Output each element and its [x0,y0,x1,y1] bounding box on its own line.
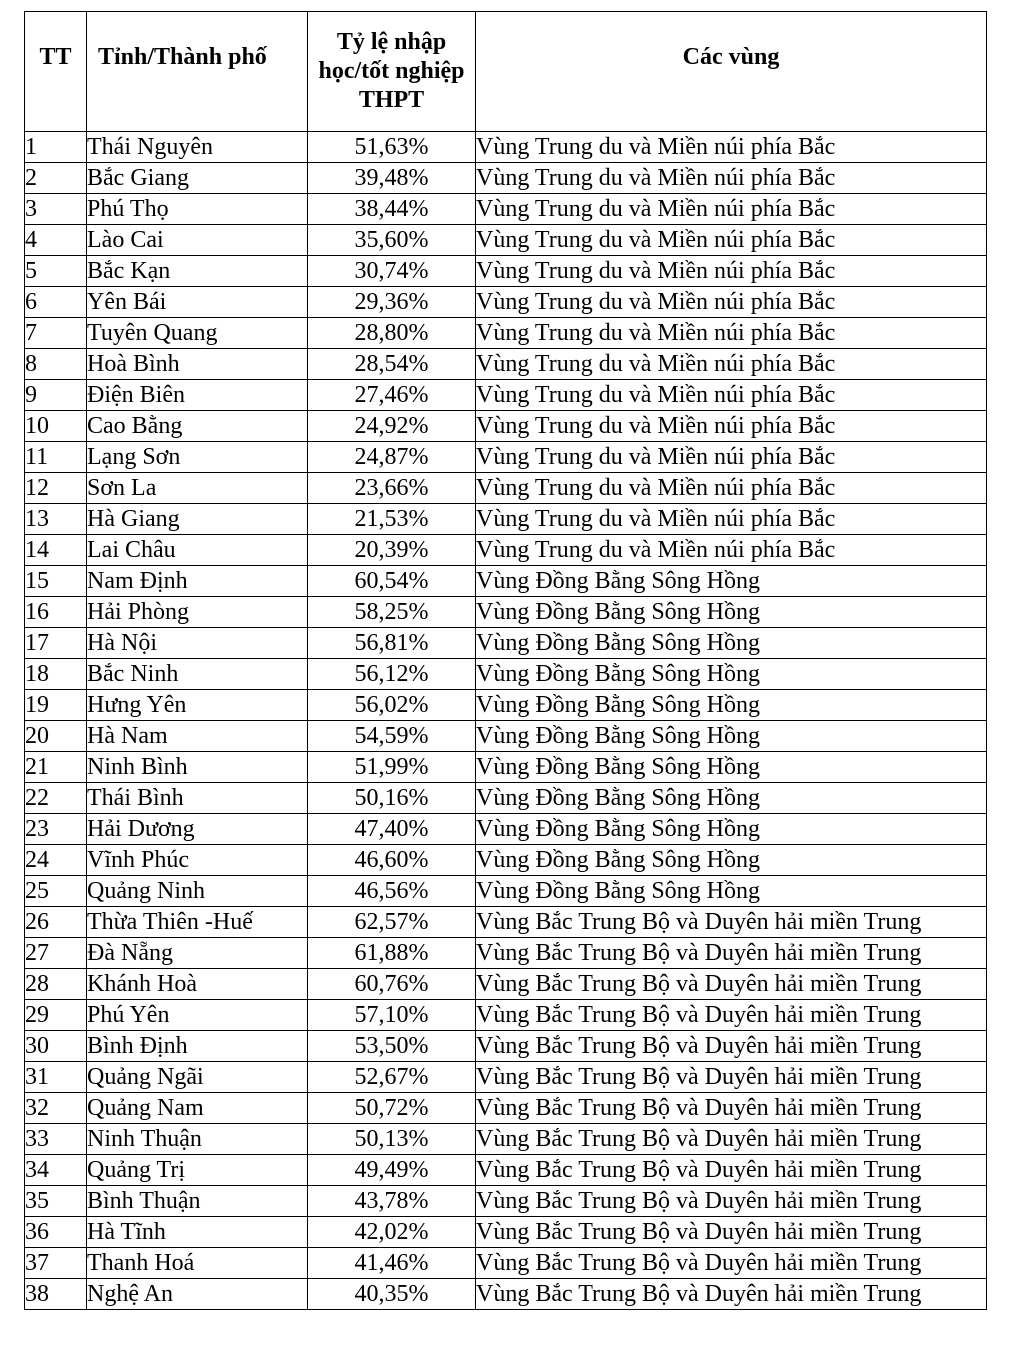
cell-region: Vùng Bắc Trung Bộ và Duyên hải miền Trung [476,1000,987,1031]
cell-province: Thừa Thiên -Huế [87,907,308,938]
cell-region: Vùng Trung du và Miền núi phía Bắc [476,225,987,256]
cell-tt: 38 [25,1279,87,1310]
cell-province: Lào Cai [87,225,308,256]
cell-region: Vùng Trung du và Miền núi phía Bắc [476,473,987,504]
cell-region: Vùng Trung du và Miền núi phía Bắc [476,287,987,318]
cell-region: Vùng Trung du và Miền núi phía Bắc [476,380,987,411]
cell-province: Sơn La [87,473,308,504]
cell-region: Vùng Trung du và Miền núi phía Bắc [476,194,987,225]
table-row [25,814,987,845]
cell-tt: 19 [25,690,87,721]
cell-rate: 53,50% [308,1031,476,1062]
cell-tt: 24 [25,845,87,876]
cell-region: Vùng Bắc Trung Bộ và Duyên hải miền Trung [476,907,987,938]
cell-rate: 61,88% [308,938,476,969]
cell-tt: 15 [25,566,87,597]
cell-rate: 30,74% [308,256,476,287]
table-row [25,1124,987,1155]
cell-tt: 37 [25,1248,87,1279]
table-row [25,938,987,969]
cell-rate: 50,72% [308,1093,476,1124]
cell-rate: 27,46% [308,380,476,411]
cell-province: Hà Giang [87,504,308,535]
cell-province: Hoà Bình [87,349,308,380]
cell-tt: 13 [25,504,87,535]
cell-region: Vùng Đồng Bằng Sông Hồng [476,659,987,690]
cell-tt: 25 [25,876,87,907]
cell-region: Vùng Trung du và Miền núi phía Bắc [476,256,987,287]
cell-tt: 5 [25,256,87,287]
cell-province: Thái Bình [87,783,308,814]
cell-province: Tuyên Quang [87,318,308,349]
cell-tt: 26 [25,907,87,938]
cell-region: Vùng Trung du và Miền núi phía Bắc [476,442,987,473]
cell-rate: 29,36% [308,287,476,318]
table-row [25,380,987,411]
cell-rate: 42,02% [308,1217,476,1248]
table-row [25,163,987,194]
cell-rate: 57,10% [308,1000,476,1031]
cell-rate: 47,40% [308,814,476,845]
cell-rate: 23,66% [308,473,476,504]
cell-region: Vùng Bắc Trung Bộ và Duyên hải miền Trung [476,1186,987,1217]
cell-tt: 16 [25,597,87,628]
cell-tt: 23 [25,814,87,845]
cell-rate: 50,16% [308,783,476,814]
cell-province: Cao Bằng [87,411,308,442]
cell-tt: 11 [25,442,87,473]
cell-region: Vùng Bắc Trung Bộ và Duyên hải miền Trung [476,1248,987,1279]
cell-region: Vùng Đồng Bằng Sông Hồng [476,783,987,814]
table-row [25,318,987,349]
cell-region: Vùng Đồng Bằng Sông Hồng [476,752,987,783]
cell-rate: 35,60% [308,225,476,256]
cell-region: Vùng Bắc Trung Bộ và Duyên hải miền Trung [476,1031,987,1062]
cell-rate: 20,39% [308,535,476,566]
table-row [25,907,987,938]
table-row [25,969,987,1000]
table-row [25,1186,987,1217]
cell-region: Vùng Bắc Trung Bộ và Duyên hải miền Trung [476,1093,987,1124]
cell-region: Vùng Trung du và Miền núi phía Bắc [476,132,987,163]
table-row [25,132,987,163]
cell-province: Bắc Ninh [87,659,308,690]
cell-rate: 40,35% [308,1279,476,1310]
table-row [25,690,987,721]
header-row [25,12,987,132]
cell-province: Vĩnh Phúc [87,845,308,876]
cell-region: Vùng Đồng Bằng Sông Hồng [476,566,987,597]
cell-rate: 28,54% [308,349,476,380]
cell-rate: 56,81% [308,628,476,659]
cell-region: Vùng Bắc Trung Bộ và Duyên hải miền Trung [476,969,987,1000]
table-row [25,504,987,535]
cell-province: Lai Châu [87,535,308,566]
table-row [25,1093,987,1124]
cell-region: Vùng Bắc Trung Bộ và Duyên hải miền Trung [476,1062,987,1093]
table-row [25,1155,987,1186]
cell-region: Vùng Bắc Trung Bộ và Duyên hải miền Trung [476,1155,987,1186]
table-row [25,783,987,814]
cell-region: Vùng Bắc Trung Bộ và Duyên hải miền Trung [476,938,987,969]
cell-rate: 41,46% [308,1248,476,1279]
cell-tt: 29 [25,1000,87,1031]
cell-tt: 8 [25,349,87,380]
cell-region: Vùng Đồng Bằng Sông Hồng [476,628,987,659]
table-row [25,659,987,690]
cell-tt: 20 [25,721,87,752]
cell-region: Vùng Bắc Trung Bộ và Duyên hải miền Trung [476,1217,987,1248]
cell-tt: 22 [25,783,87,814]
cell-rate: 51,63% [308,132,476,163]
cell-rate: 60,76% [308,969,476,1000]
cell-region: Vùng Đồng Bằng Sông Hồng [476,876,987,907]
enrollment-rate-table [24,11,987,1310]
cell-region: Vùng Trung du và Miền núi phía Bắc [476,349,987,380]
cell-rate: 60,54% [308,566,476,597]
cell-province: Hà Nam [87,721,308,752]
table-row [25,845,987,876]
cell-rate: 46,60% [308,845,476,876]
cell-province: Quảng Nam [87,1093,308,1124]
cell-tt: 4 [25,225,87,256]
table-row [25,1248,987,1279]
cell-tt: 2 [25,163,87,194]
table-row [25,442,987,473]
cell-rate: 43,78% [308,1186,476,1217]
cell-province: Bình Định [87,1031,308,1062]
cell-tt: 10 [25,411,87,442]
table-row [25,1062,987,1093]
cell-tt: 28 [25,969,87,1000]
table-row [25,628,987,659]
cell-tt: 6 [25,287,87,318]
cell-province: Quảng Ngãi [87,1062,308,1093]
table-row [25,194,987,225]
table-row [25,225,987,256]
cell-region: Vùng Đồng Bằng Sông Hồng [476,690,987,721]
cell-tt: 21 [25,752,87,783]
cell-tt: 33 [25,1124,87,1155]
cell-province: Phú Thọ [87,194,308,225]
cell-region: Vùng Trung du và Miền núi phía Bắc [476,318,987,349]
cell-rate: 46,56% [308,876,476,907]
cell-province: Đà Nẵng [87,938,308,969]
cell-tt: 17 [25,628,87,659]
table-row [25,1031,987,1062]
cell-province: Điện Biên [87,380,308,411]
cell-tt: 32 [25,1093,87,1124]
cell-province: Thái Nguyên [87,132,308,163]
header-rate: Tỷ lệ nhập học/tốt nghiệp THPT [308,12,476,132]
cell-province: Quảng Ninh [87,876,308,907]
table-row [25,721,987,752]
cell-province: Hà Tĩnh [87,1217,308,1248]
cell-tt: 7 [25,318,87,349]
cell-province: Lạng Sơn [87,442,308,473]
cell-region: Vùng Bắc Trung Bộ và Duyên hải miền Trung [476,1124,987,1155]
cell-rate: 52,67% [308,1062,476,1093]
cell-province: Hải Dương [87,814,308,845]
table-row [25,1000,987,1031]
cell-rate: 28,80% [308,318,476,349]
cell-rate: 39,48% [308,163,476,194]
cell-province: Ninh Thuận [87,1124,308,1155]
table-row [25,1279,987,1310]
cell-province: Ninh Bình [87,752,308,783]
cell-tt: 34 [25,1155,87,1186]
cell-tt: 12 [25,473,87,504]
cell-rate: 38,44% [308,194,476,225]
cell-province: Quảng Trị [87,1155,308,1186]
document-page [24,11,987,1310]
cell-tt: 36 [25,1217,87,1248]
cell-tt: 35 [25,1186,87,1217]
cell-tt: 14 [25,535,87,566]
cell-region: Vùng Trung du và Miền núi phía Bắc [476,411,987,442]
cell-region: Vùng Đồng Bằng Sông Hồng [476,814,987,845]
cell-region: Vùng Trung du và Miền núi phía Bắc [476,504,987,535]
table-row [25,411,987,442]
cell-province: Bắc Giang [87,163,308,194]
cell-rate: 62,57% [308,907,476,938]
cell-tt: 1 [25,132,87,163]
cell-region: Vùng Đồng Bằng Sông Hồng [476,721,987,752]
table-header [25,12,987,132]
cell-rate: 56,12% [308,659,476,690]
table-row [25,1217,987,1248]
cell-region: Vùng Trung du và Miền núi phía Bắc [476,163,987,194]
header-region: Các vùng [476,12,987,132]
table-row [25,287,987,318]
cell-rate: 58,25% [308,597,476,628]
table-row [25,876,987,907]
cell-region: Vùng Đồng Bằng Sông Hồng [476,597,987,628]
cell-rate: 50,13% [308,1124,476,1155]
cell-province: Nghệ An [87,1279,308,1310]
cell-rate: 56,02% [308,690,476,721]
cell-tt: 9 [25,380,87,411]
cell-region: Vùng Bắc Trung Bộ và Duyên hải miền Trung [476,1279,987,1310]
cell-province: Thanh Hoá [87,1248,308,1279]
cell-tt: 30 [25,1031,87,1062]
cell-province: Bắc Kạn [87,256,308,287]
cell-tt: 18 [25,659,87,690]
cell-tt: 31 [25,1062,87,1093]
cell-rate: 51,99% [308,752,476,783]
cell-province: Yên Bái [87,287,308,318]
cell-province: Hà Nội [87,628,308,659]
header-province: Tỉnh/Thành phố [87,12,308,132]
cell-province: Nam Định [87,566,308,597]
cell-region: Vùng Trung du và Miền núi phía Bắc [476,535,987,566]
cell-rate: 24,92% [308,411,476,442]
cell-tt: 27 [25,938,87,969]
cell-rate: 54,59% [308,721,476,752]
cell-region: Vùng Đồng Bằng Sông Hồng [476,845,987,876]
table-row [25,597,987,628]
cell-province: Khánh Hoà [87,969,308,1000]
table-body [25,132,987,1310]
cell-rate: 24,87% [308,442,476,473]
table-row [25,256,987,287]
cell-tt: 3 [25,194,87,225]
cell-province: Phú Yên [87,1000,308,1031]
cell-rate: 49,49% [308,1155,476,1186]
table-row [25,535,987,566]
table-row [25,473,987,504]
cell-rate: 21,53% [308,504,476,535]
table-row [25,566,987,597]
cell-province: Hưng Yên [87,690,308,721]
table-row [25,349,987,380]
table-row [25,752,987,783]
cell-province: Bình Thuận [87,1186,308,1217]
cell-province: Hải Phòng [87,597,308,628]
header-tt: TT [25,12,87,132]
